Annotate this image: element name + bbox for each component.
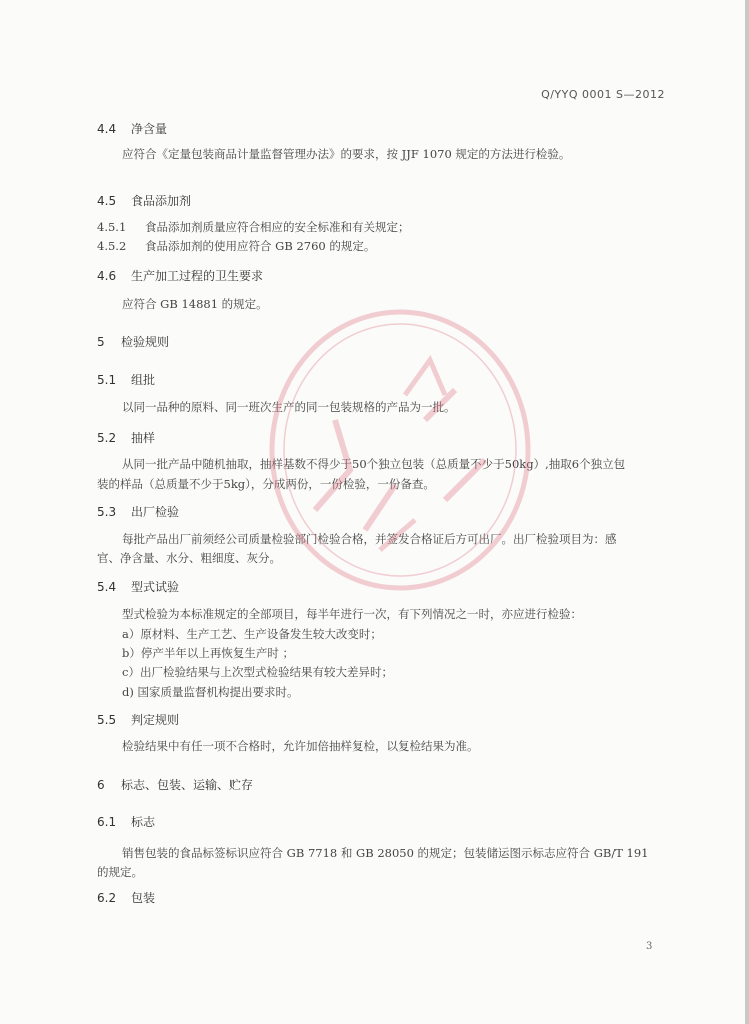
seal-outer-ring [272,312,528,588]
section-heading: 5.2 抽样 [97,431,156,445]
section-heading: 4.4 净含量 [97,122,168,136]
paragraph: 检验结果中有任一项不合格时，允许加倍抽样复检，以复检结果为准。 [122,739,479,753]
section-heading: 4.6 生产加工过程的卫生要求 [97,269,264,283]
page-number: 3 [646,941,653,952]
paragraph: 每批产品出厂前须经公司质量检验部门检验合格，并签发合格证后方可出厂。出厂检验项目为：感 [122,532,617,546]
list-item: a）原材料、生产工艺、生产设备发生较大改变时； [122,627,382,641]
company-seal-stamp [255,300,545,600]
section-heading: 6.1 标志 [97,815,156,829]
section-heading: 5.4 型式试验 [97,580,180,594]
section-heading: 4.5 食品添加剂 [97,194,192,208]
clause: 4.5.1 食品添加剂质量应符合相应的安全标准和有关规定； [97,220,410,234]
seal-inner-ring [284,324,516,576]
paragraph: 销售包装的食品标签标识应符合 GB 7718 和 GB 28050 的规定；包装储运图示标志应符合 GB/T 191 [122,846,649,860]
paragraph: 从同一批产品中随机抽取，抽样基数不得少于50个独立包装（总质量不少于50kg）,抽取6个独立包 [122,457,626,471]
paragraph-continuation: 官、净含量、水分、粗细度、灰分。 [97,551,281,565]
section-heading: 6.2 包装 [97,891,156,905]
seal-stroke-marks [315,390,485,530]
list-item: c）出厂检验结果与上次型式检验结果有较大差异时； [122,665,393,679]
clause: 4.5.2 食品添加剂的使用应符合 GB 2760 的规定。 [97,239,376,253]
page-edge-shadow [745,0,749,1024]
paragraph: 应符合《定量包装商品计量监督管理办法》的要求，按 JJF 1070 规定的方法进行检验。 [122,147,571,161]
seal-stroke-marks [380,360,445,550]
list-item: d) 国家质量监督机构提出要求时。 [122,685,299,699]
chapter-heading: 5 检验规则 [97,335,170,349]
list-item: b）停产半年以上再恢复生产时 ； [122,646,295,660]
chapter-heading: 6 标志、包装、运输、贮存 [97,778,254,792]
section-heading: 5.1 组批 [97,373,156,387]
paragraph: 应符合 GB 14881 的规定。 [122,297,268,311]
paragraph-continuation: 装的样品（总质量不少于5kg），分成两份，一份检验，一份备查。 [97,477,435,491]
document-code: Q/YYQ 0001 S—2012 [541,88,665,101]
section-heading: 5.3 出厂检验 [97,505,180,519]
paragraph: 型式检验为本标准规定的全部项目，每半年进行一次，有下列情况之一时，亦应进行检验： [122,607,582,621]
paragraph-continuation: 的规定。 [97,865,143,879]
paragraph: 以同一品种的原料、同一班次生产的同一包装规格的产品为一批。 [122,400,456,414]
section-heading: 5.5 判定规则 [97,713,180,727]
